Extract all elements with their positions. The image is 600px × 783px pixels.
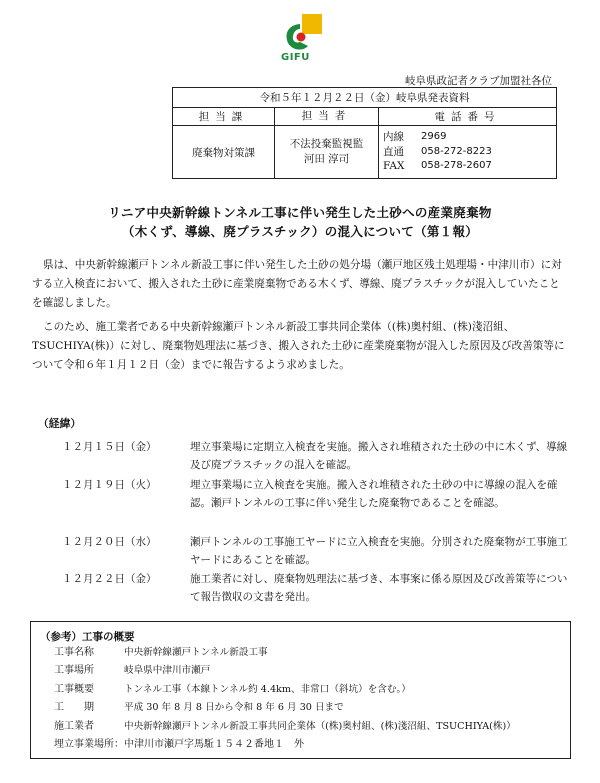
header-phone: 電話番号 [379,108,557,126]
phone-extension: 内線 2969 [383,131,447,144]
phone-cell [379,126,557,179]
logo-red-dot [297,33,306,42]
phone-direct: 直通 058-272-8223 [383,145,492,158]
department-cell: 廃棄物対策課 [173,126,275,179]
summary-label: 工 期 [54,702,94,713]
summary-row [54,701,344,715]
release-date: 令和５年１２月２２日（金）岐阜県発表資料 [173,88,557,108]
person-name: 河田 淳司 [303,153,350,165]
summary-title: （参考）工事の概要 [40,631,135,643]
person-cell [275,126,379,179]
timeline-item [62,570,572,607]
timeline-text: 埋立事業場に立入検査を実施。搬入され堆積された土砂の中に導線の混入を確認。瀬戸トンネルの工事に伴い発生した廃棄物であることを確認。 [190,479,558,510]
summary-label: 工事名称 [54,647,94,658]
header-department: 担当課 [173,108,275,126]
timeline-heading: （経緯） [38,417,82,430]
summary-value: 中央新幹線瀬戸トンネル新設工事 [124,647,268,658]
timeline-date: １２月２２日（金） [62,573,157,585]
summary-row [54,664,210,678]
summary-value: 岐阜県中津川市瀬戸 [124,665,211,676]
press-club-note: 岐阜県政記者クラブ加盟社各位 [405,75,552,87]
document-title-line-1: リニア中央新幹線トンネル工事に伴い発生した土砂への産業廃棄物 [108,205,492,220]
summary-row-landfill-site [54,738,304,752]
timeline-text: 埋立事業場に定期立入検査を実施。搬入され堆積された土砂の中に木くず、導線及び廃プラスチックの混入を確認。 [190,441,568,472]
body-paragraph-1: 県は、中央新幹線瀬戸トンネル新設工事に伴い発生した土砂の処分場（瀬戸地区残土処理場・中津川市）に対する立入検査において、搬入された土砂に産業廃棄物である木くず、導線、廃プラスチックが混入していたことを確認しました。 [32,259,562,309]
document-title-line-2: （木くず、導線、廃プラスチック）の混入について（第１報） [121,224,479,239]
timeline-text: 施工業者に対し、廃棄物処理法に基づき、本事案に係る原因及び改善策等について報告徴収の文書を発出。 [190,573,568,604]
timeline-date: １２月１９日（火） [62,479,157,491]
timeline-text: 瀬戸トンネルの工事施工ヤードに立入検査を実施。分別された廃棄物が工事施工ヤードにあることを確認。 [190,536,568,567]
logo-yellow-square [302,14,322,34]
summary-landfill-text: 埋立事業場所：中津川市瀬戸字馬駈１５４２番地１ 外 [54,739,304,750]
summary-row [54,646,268,660]
timeline-date: １２月１５日（金） [62,441,157,453]
timeline-item [62,533,572,570]
body-paragraph-2: このため、施工業者である中央新幹線瀬戸トンネル新設工事共同企業体（(株)奥村組、(株)淺沼組、TSUCHIYA(株)）に対し、廃棄物処理法に基づき、搬入された土砂に産業廃棄物が混入した原因及び改善策等について令和６年１月１２日（金）までに報告するよう求めました。 [32,321,565,371]
timeline-date: １２月２０日（水） [62,536,157,548]
timeline-item [62,438,572,475]
summary-label: 施工業者 [54,721,94,732]
contact-table [172,87,557,179]
timeline-item [62,476,572,513]
phone-fax: FAX 058-278-2607 [383,160,492,173]
logo-text: GIFU [281,52,310,63]
summary-row [54,683,411,697]
summary-label: 工事場所 [54,665,94,676]
person-title: 不法投棄監視監 [289,138,364,150]
header-person: 担当者 [275,108,379,126]
summary-label: 工事概要 [54,684,94,695]
summary-value: 中央新幹線瀬戸トンネル新設工事共同企業体（(株)奥村組、(株)淺沼組、TSUCHIYA(株)） [124,721,516,732]
summary-value: トンネル工事（本線トンネル約 4.4km、非常口（斜坑）を含む。） [124,684,411,695]
summary-value: 平成 30 年 8 月 8 日から令和 8 年 6 月 30 日まで [124,702,344,713]
summary-row [54,720,516,734]
